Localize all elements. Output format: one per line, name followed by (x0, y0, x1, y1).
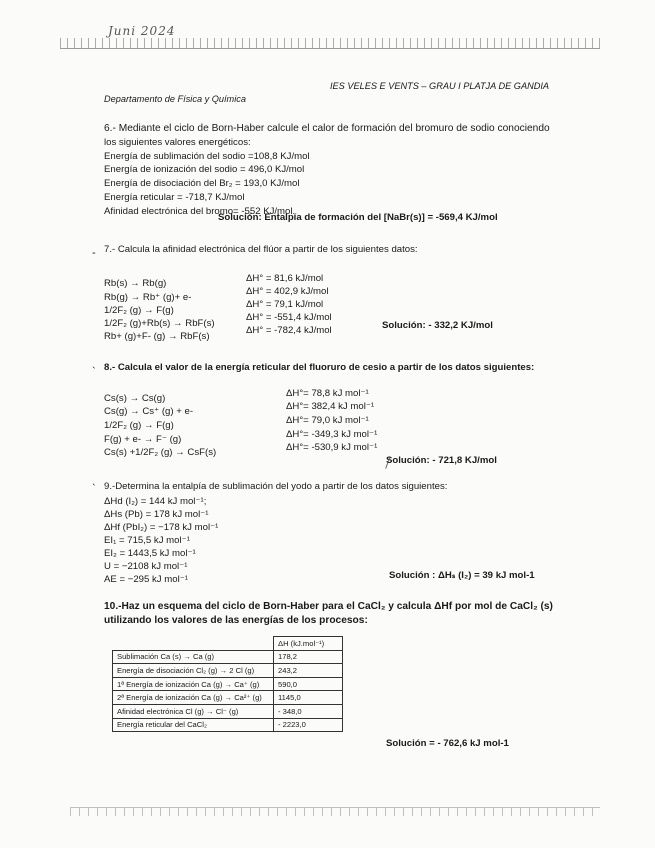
q7-reaction: 1/2F₂ (g)+Rb(s) → RbF(s) (104, 318, 215, 329)
q7-value: ΔH° = -782,4 kJ/mol (246, 325, 332, 336)
q6-line: Energía de disociación del Br₂ = 193,0 KJ/mol (104, 178, 300, 189)
department-header: Departamento de Física y Química (104, 94, 246, 104)
bullet-mark: - (92, 247, 96, 259)
q10-title-line2: utilizando los valores de las energías de los procesos: (104, 615, 368, 626)
q9-solution: Solución : ΔHₛ (I₂) = 39 kJ mol-1 (389, 570, 535, 581)
q8-title: 8.- Calcula el valor de la energía reticular del fluoruro de cesio a partir de los datos siguientes: (104, 362, 535, 373)
table-cell-value: - 348,0 (274, 704, 343, 718)
q6-line: Energía de ionización del sodio = 496,0 KJ/mol (104, 164, 305, 175)
table-row (113, 691, 343, 705)
table-cell-label: Energía reticular del CaCl₂ (113, 718, 274, 732)
q8-solution: Solución: - 721,8 KJ/mol (386, 455, 497, 466)
school-header: IES VELES E VENTS – GRAU I PLATJA DE GANDIA (330, 81, 550, 91)
q7-reaction: Rb(s) → Rb(g) (104, 278, 167, 289)
table-row (113, 664, 343, 678)
q8-value: ΔH°= 79,0 kJ mol⁻¹ (286, 415, 369, 426)
q7-reaction: Rb+ (g)+F- (g) → RbF(s) (104, 331, 210, 342)
table-cell-value: 243,2 (274, 664, 343, 678)
q7-value: ΔH° = 402,9 kJ/mol (246, 286, 329, 297)
table-cell-label: Afinidad electrónica Cl (g) → Cl⁻ (g) (113, 704, 274, 718)
q7-reaction: 1/2F₂ (g) → F(g) (104, 305, 174, 316)
q9-line: ΔHf (PbI₂) = −178 kJ mol⁻¹ (104, 522, 219, 533)
q9-line: EI₂ = 1443,5 kJ mol⁻¹ (104, 548, 196, 559)
q6-solution: Solución: Entalpía de formación del [NaBr(s)] = -569,4 KJ/mol (218, 212, 498, 223)
table-cell-value: - 2223,0 (274, 718, 343, 732)
q6-line: Energía de sublimación del sodio =108,8 KJ/mol (104, 151, 310, 162)
q8-reaction: F(g) + e- → F⁻ (g) (104, 434, 182, 445)
q9-line: AE = −295 kJ mol⁻¹ (104, 574, 188, 585)
q6-title-line1: 6.- Mediante el ciclo de Born-Haber calcule el calor de formación del bromuro de sodio conociendo (104, 123, 550, 134)
q8-reaction: Cs(s) +1/2F₂ (g) → CsF(s) (104, 447, 217, 458)
q8-value: ΔH°= -349,3 kJ mol⁻¹ (286, 429, 378, 440)
table-cell-label: Sublimación Ca (s) → Ca (g) (113, 650, 274, 664)
q8-value: ΔH°= 382,4 kJ mol⁻¹ (286, 401, 375, 412)
q7-value: ΔH° = 81,6 kJ/mol (246, 273, 324, 284)
q7-title: 7.- Calcula la afinidad electrónica del flúor a partir de los siguientes datos: (104, 244, 418, 255)
table-row (113, 677, 343, 691)
q8-reaction: Cs(g) → Cs⁺ (g) + e- (104, 406, 194, 417)
table-cell-label: 2ª Energía de ionización Ca (g) → Ca²⁺ (g) (113, 691, 274, 705)
table-row (113, 718, 343, 732)
table-row (113, 704, 343, 718)
q9-line: U = −2108 kJ mol⁻¹ (104, 561, 188, 572)
table-header-cell: ΔH (kJ.mol⁻¹) (274, 637, 343, 651)
q8-value: ΔH°= -530,9 kJ mol⁻¹ (286, 442, 378, 453)
table-row (113, 650, 343, 664)
q8-reaction: 1/2F₂ (g) → F(g) (104, 420, 174, 431)
bullet-mark: ` (92, 483, 96, 495)
handwritten-note: Juni 2024 (108, 24, 176, 38)
q6-line: Energía reticular = -718,7 KJ/mol (104, 192, 245, 203)
scan-bottom-edge (70, 807, 600, 816)
table-cell-value: 1145,0 (274, 691, 343, 705)
q9-line: EI₁ = 715,5 kJ mol⁻¹ (104, 535, 190, 546)
q10-solution: Solución = - 762,6 kJ mol-1 (386, 738, 509, 749)
table-cell-label: Energía de disociación Cl₂ (g) → 2 Cl (g) (113, 664, 274, 678)
table-cell-value: 590,0 (274, 677, 343, 691)
q9-line: ΔHs (Pb) = 178 kJ mol⁻¹ (104, 509, 209, 520)
q7-value: ΔH° = -551,4 kJ/mol (246, 312, 332, 323)
bullet-mark: ` (92, 366, 96, 378)
q10-title-line1: 10.-Haz un esquema del ciclo de Born-Haber para el CaCl₂ y calcula ΔHf por mol de CaCl₂ (s) (104, 601, 553, 612)
q8-value: ΔH°= 78,8 kJ mol⁻¹ (286, 388, 369, 399)
table-cell-value: 178,2 (274, 650, 343, 664)
table-cell-label: 1ª Energía de ionización Ca (g) → Ca⁺ (g) (113, 677, 274, 691)
q7-value: ΔH° = 79,1 kJ/mol (246, 299, 324, 310)
q6-line: Afinidad electrónica del bromo= -552 KJ/mol. (104, 206, 296, 217)
table-header-row (113, 637, 343, 651)
q6-title-line2: los siguientes valores energéticos: (104, 137, 251, 148)
energy-table (112, 636, 343, 732)
q8-reaction: Cs(s) → Cs(g) (104, 393, 166, 404)
q9-title: 9.-Determina la entalpía de sublimación del yodo a partir de los datos siguientes: (104, 481, 448, 492)
q7-solution: Solución: - 332,2 KJ/mol (382, 320, 493, 331)
q7-reaction: Rb(g) → Rb⁺ (g)+ e- (104, 292, 192, 303)
q9-line: ΔHd (I₂) = 144 kJ mol⁻¹; (104, 496, 207, 507)
